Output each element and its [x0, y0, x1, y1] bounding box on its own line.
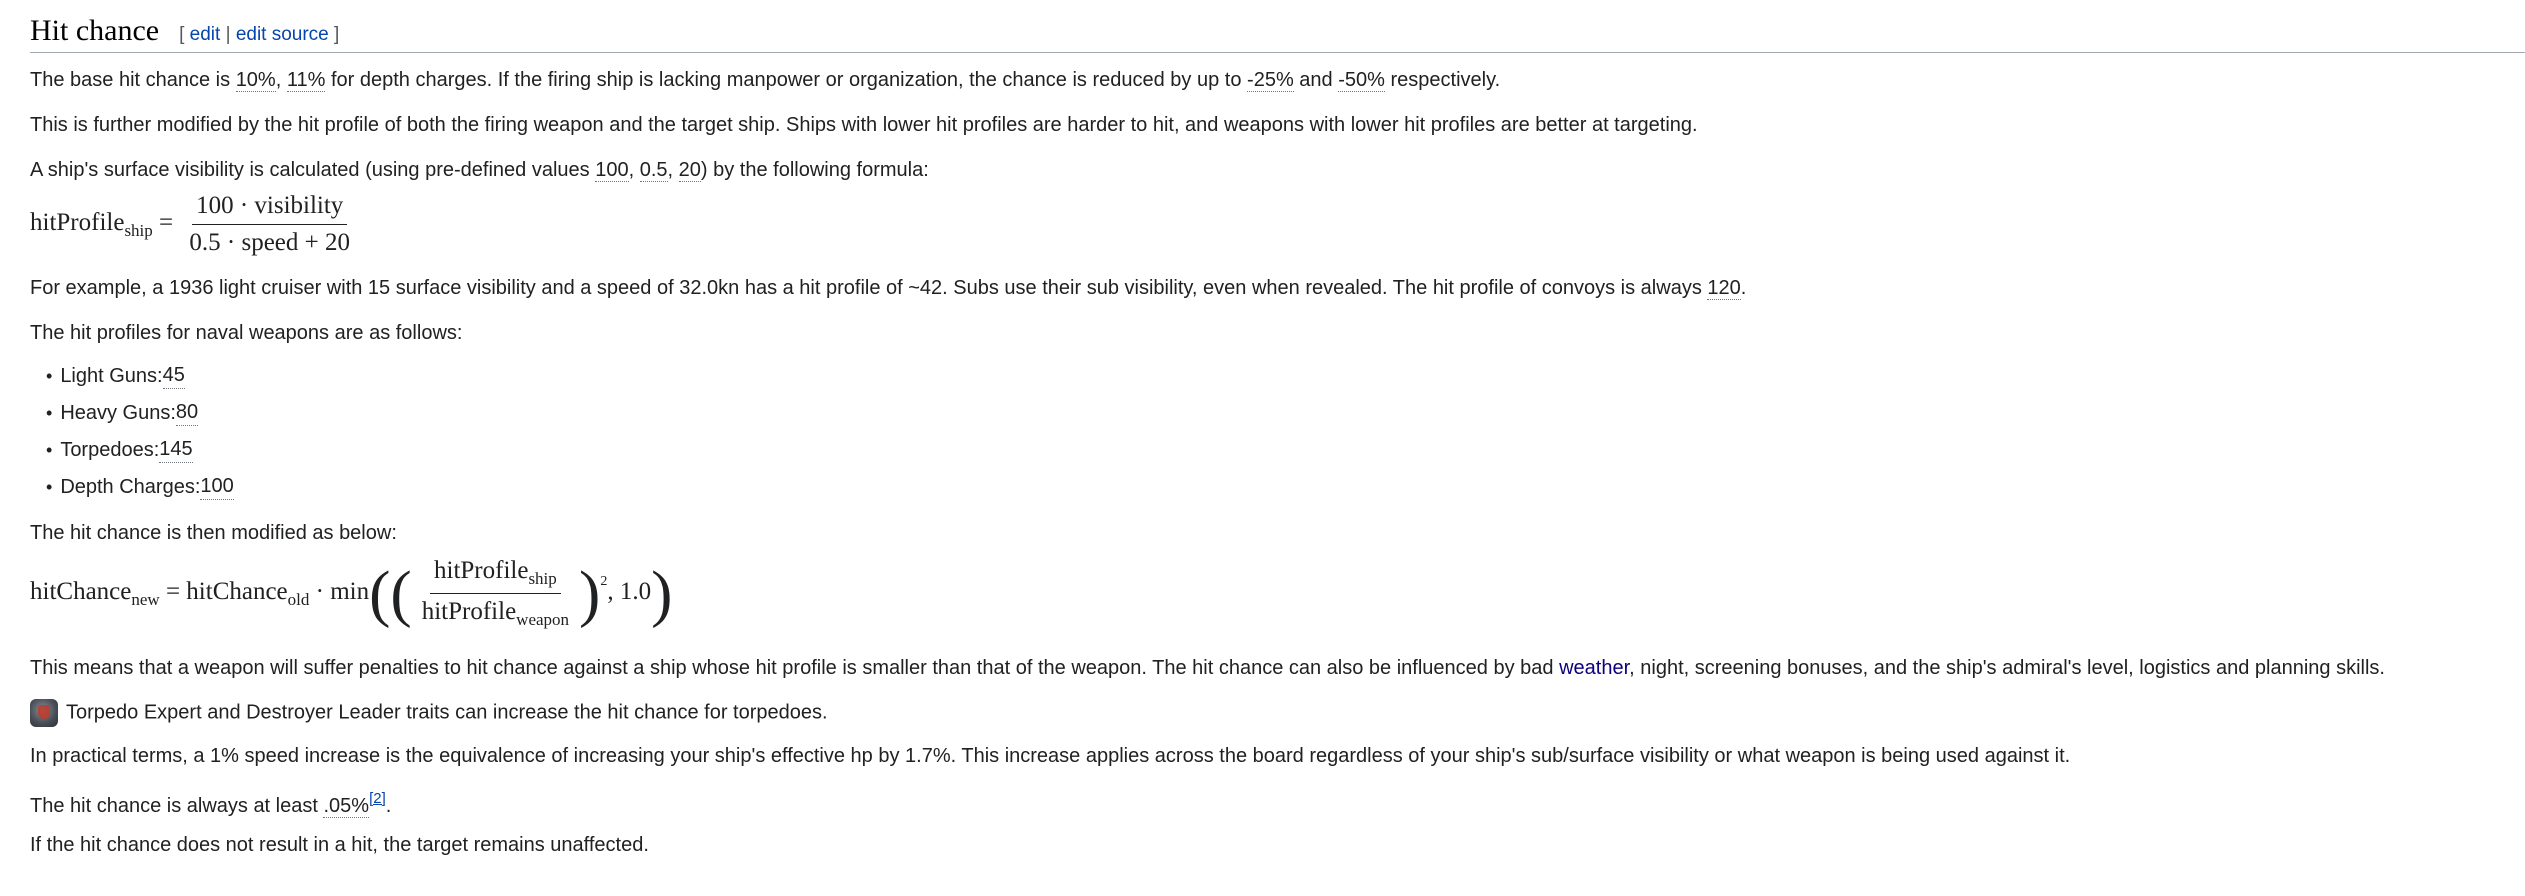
edit-links: [179, 24, 339, 46]
weather-link[interactable]: weather: [1559, 657, 1630, 679]
value-base-hit: 10%: [235, 69, 276, 91]
paragraph-no-hit: If the hit chance does not result in a hit, the target remains unaffected.: [30, 834, 649, 856]
value-manpower-penalty: -25%: [1247, 69, 1294, 91]
formula-ratio: $\frac{hitProfile_{ship}}{hitProfile_{weapon}}$: [421, 557, 570, 629]
section-heading-row: [30, 10, 2525, 53]
paragraph-hit-profile: This is further modified by the hit profile of both the firing weapon and the target ship. Ships with lower hit profiles are harder to hit, and weapons with lower hit profiles are better at targeting.: [30, 114, 1698, 136]
reference-link[interactable]: [2]: [369, 790, 386, 807]
torpedo-expert-trait-icon: [30, 699, 58, 727]
formula-hit-profile-ship: hitProfile$_{ship}$ = $\frac{\text{100 · visibility}}{\text{0.5 · speed + 20}}$: [30, 192, 360, 257]
paragraph-minimum-hit: The hit chance is always at least .05%[2].: [30, 790, 392, 817]
edit-bracket-open: [: [179, 24, 190, 45]
list-item: • Depth Charges: 100: [46, 468, 234, 505]
paragraph-traits: Torpedo Expert and Destroyer Leader traits can increase the hit chance for torpedoes.: [30, 699, 828, 727]
list-item: • Light Guns: 45: [46, 357, 234, 394]
paragraph-visibility-formula-intro: A ship's surface visibility is calculated (using pre-defined values 100, 0.5, 20) by the following formula:: [30, 159, 929, 181]
formula-hit-chance: hitChance$_{new}$ = hitChance$_{old}$ · min(( $\frac{hitProfile_{ship}}{hitProfile_{weapon}}$ )$^2$, 1.0): [30, 557, 673, 629]
edit-source-link[interactable]: edit source: [235, 24, 329, 45]
paragraph-practical: In practical terms, a 1% speed increase is the equivalence of increasing your ship's effective hp by 1.7%. This increase applies across the board regardless of your ship's sub/surface visibility or what weapon is being used against it.: [30, 745, 2071, 767]
value-minimum-hit: .05%: [323, 795, 370, 817]
weapon-profile-list: [46, 357, 234, 505]
paragraph-modifier-intro: The hit chance is then modified as below:: [30, 522, 397, 544]
section-title: Hit chance: [30, 14, 160, 47]
value-0-5: 0.5: [639, 159, 668, 181]
formula-fraction: $\frac{\text{100 · visibility}}{\text{0.5 · speed + 20}}$: [189, 192, 350, 256]
value-convoy-profile: 120: [1707, 277, 1741, 299]
paragraph-example: For example, a 1936 light cruiser with 15 surface visibility and a speed of 32.0kn has a hit profile of ~42. Subs use their sub visibility, even when revealed. The hit profile of convoys is always 120.: [30, 277, 1747, 299]
edit-link[interactable]: edit: [189, 24, 221, 45]
value-100: 100: [595, 159, 629, 181]
value-organization-penalty: -50%: [1338, 69, 1385, 91]
paragraph-penalties: This means that a weapon will suffer penalties to hit chance against a ship whose hit profile is smaller than that of the weapon. The hit chance can also be influenced by bad weather, night, screening bonuses, and the ship's admiral's level, logistics and planning skills.: [30, 657, 2385, 679]
paragraph-base-hit-chance: The base hit chance is 10%, 11% for depth charges. If the firing ship is lacking manpower or organization, the chance is reduced by up to -25% and -50% respectively.: [30, 69, 1501, 91]
list-item: • Heavy Guns: 80: [46, 394, 234, 431]
edit-bracket-close: ]: [328, 24, 340, 45]
value-20: 20: [678, 159, 701, 181]
list-item: • Torpedoes: 145: [46, 431, 234, 468]
paragraph-weapon-profiles-intro: The hit profiles for naval weapons are as follows:: [30, 322, 463, 344]
value-depth-charge-hit: 11%: [286, 69, 326, 91]
edit-separator: |: [220, 24, 236, 45]
